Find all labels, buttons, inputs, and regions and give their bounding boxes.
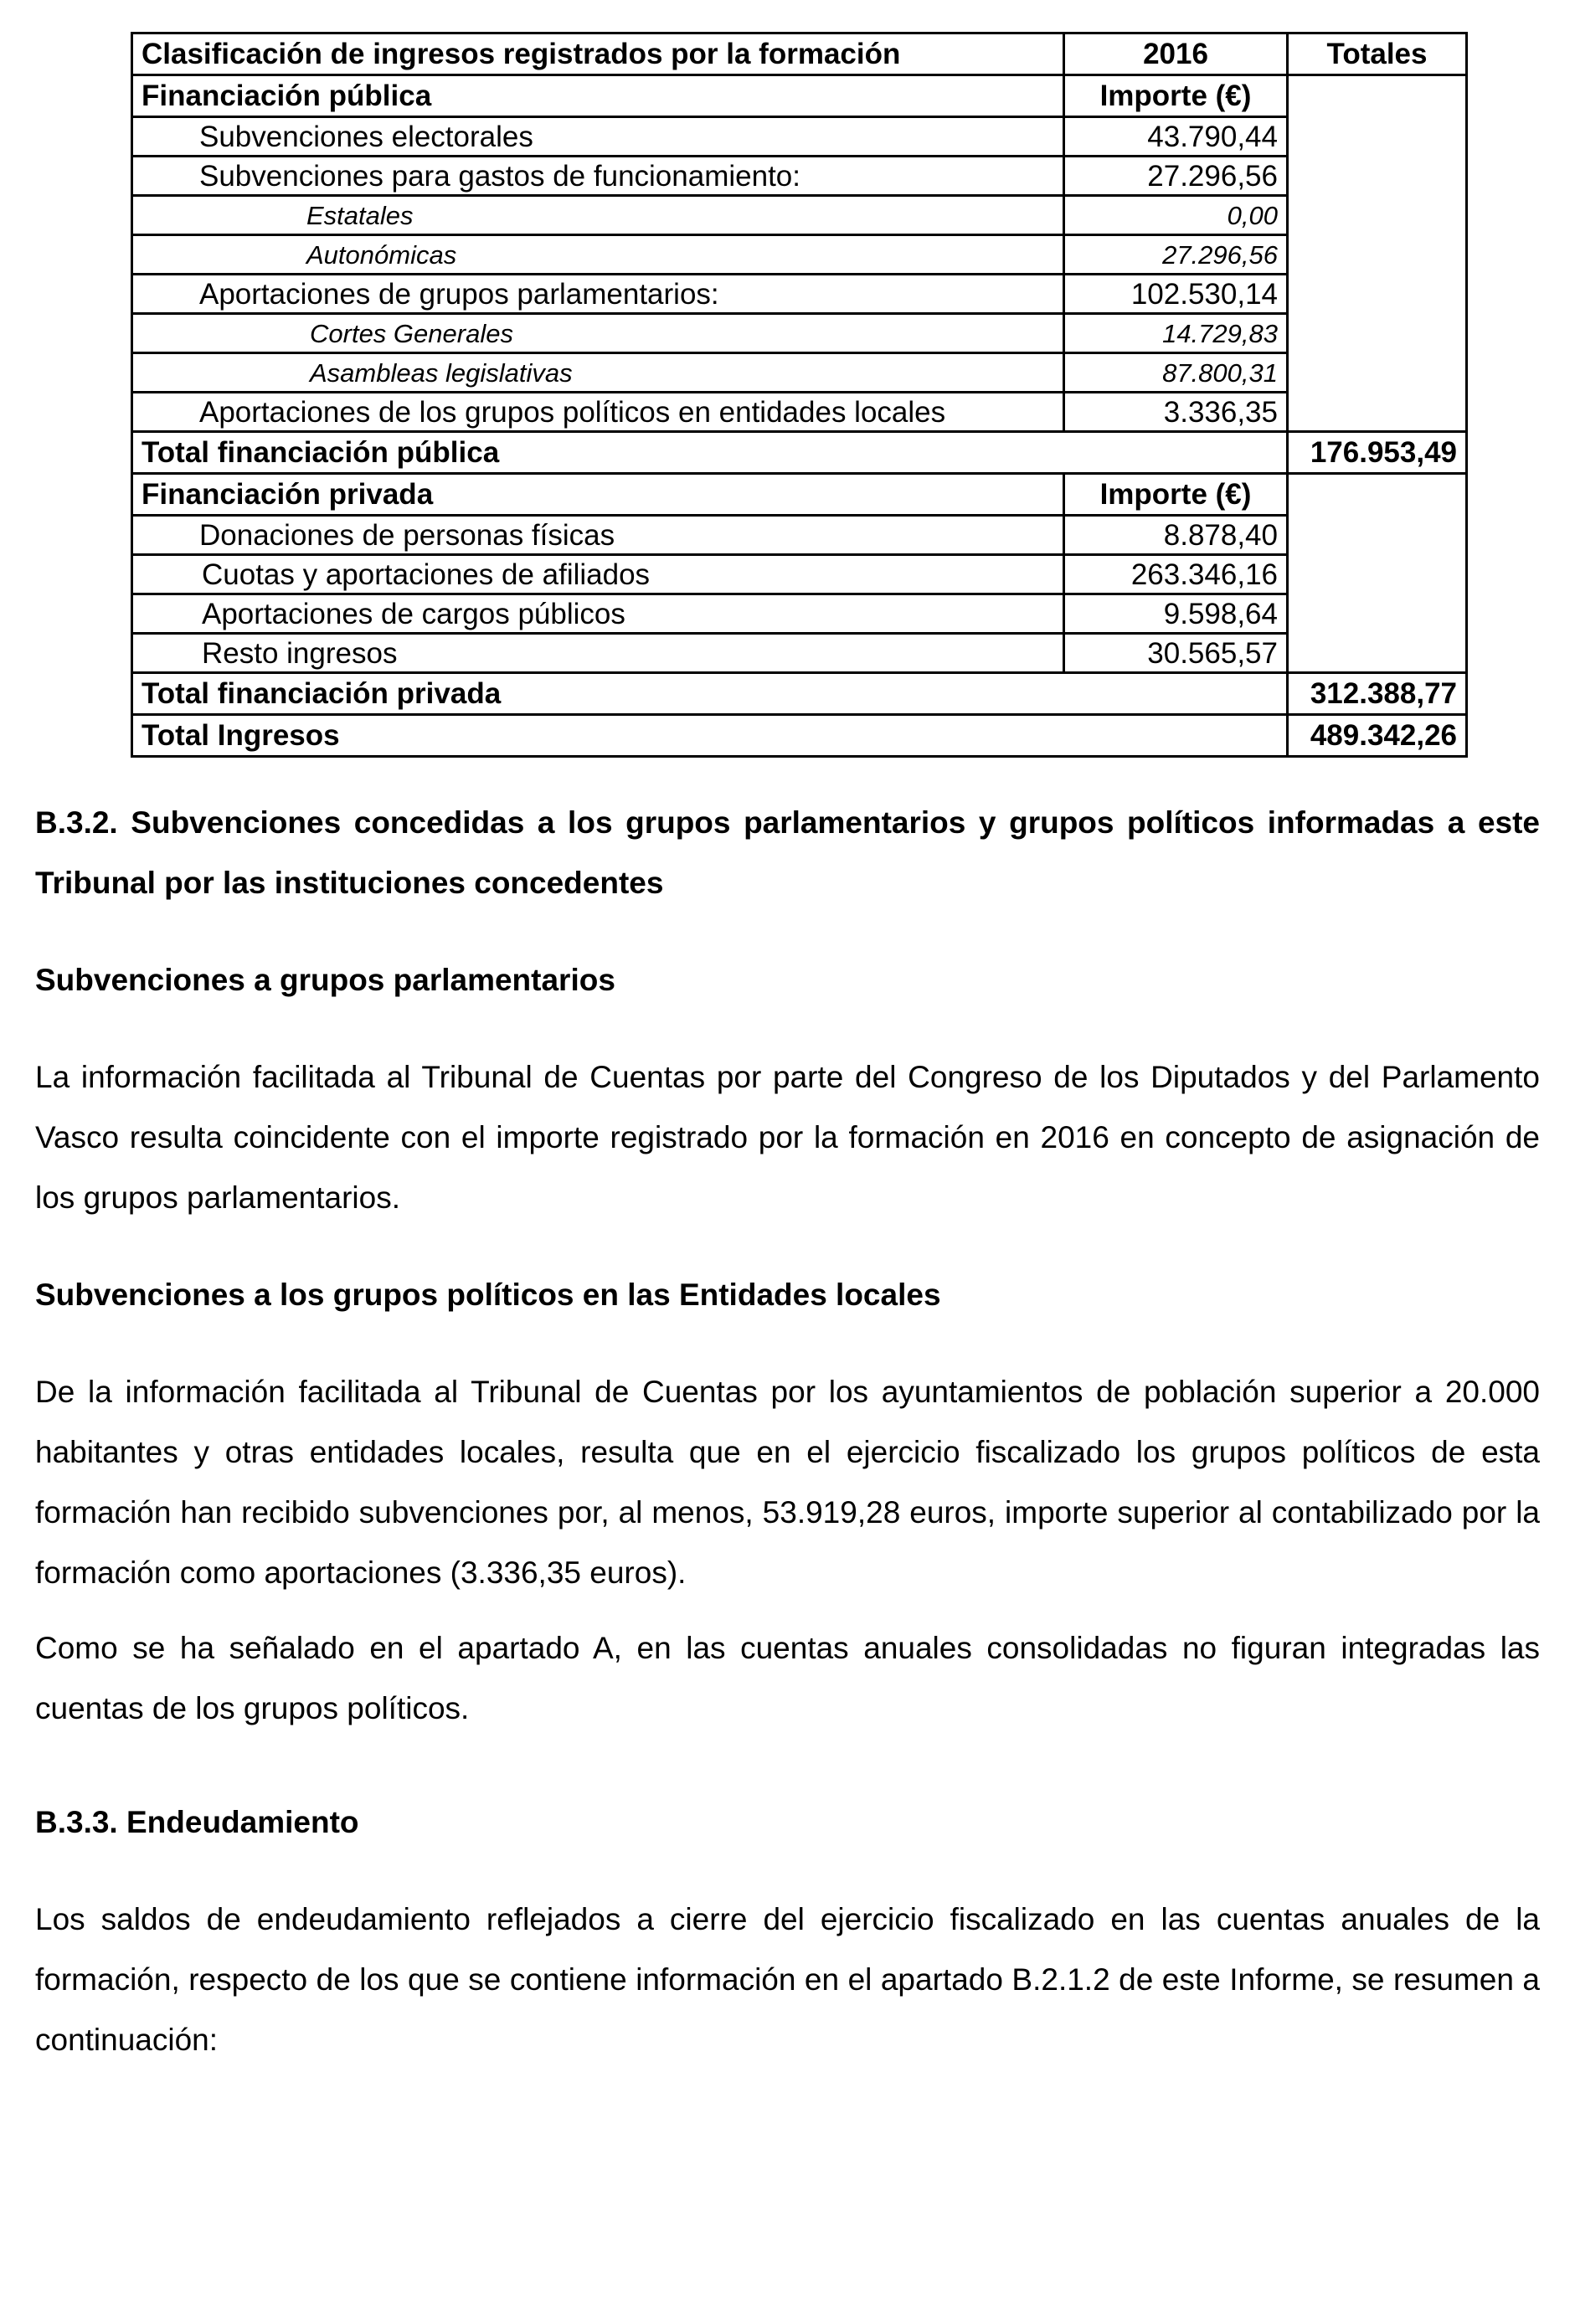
row-value: 27.296,56	[1064, 157, 1288, 196]
row-value: 3.336,35	[1064, 393, 1288, 432]
table-row	[132, 594, 1467, 634]
table-header-row	[132, 33, 1467, 75]
row-value: 8.878,40	[1064, 516, 1288, 555]
row-value: 30.565,57	[1064, 634, 1288, 673]
row-label: Resto ingresos	[132, 634, 1064, 673]
table-row	[132, 235, 1467, 275]
section-b333-heading: B.3.3. Endeudamiento	[35, 1805, 359, 1839]
grand-total-row	[132, 715, 1467, 757]
row-value: 0,00	[1064, 196, 1288, 235]
section-b333-text: Los saldos de endeudamiento reflejados a cierre del ejercicio fiscalizado en las cuentas anuales de la formación, respecto de los que se contiene información en el apartado B.2.1.2 de este Informe, se resumen a continuación:	[35, 1902, 1540, 2057]
subsection-parliamentary-text: La información facilitada al Tribunal de Cuentas por parte del Congreso de los Diputados y del Parlamento Vasco resulta coincidente con el importe registrado por la formación en 2016 en concepto de asignación de los grupos parlamentarios.	[35, 1060, 1540, 1215]
row-label: Donaciones de personas físicas	[132, 516, 1064, 555]
table-row	[132, 196, 1467, 235]
table-row	[132, 314, 1467, 353]
row-value: 102.530,14	[1064, 275, 1288, 314]
header-classification: Clasificación de ingresos registrados por la formación	[132, 33, 1064, 75]
public-total-value: 176.953,49	[1288, 432, 1467, 474]
private-total-row	[132, 673, 1467, 715]
table-row	[132, 555, 1467, 594]
subsection-parliamentary-heading: Subvenciones a grupos parlamentarios	[35, 963, 615, 997]
row-label: Subvenciones electorales	[132, 117, 1064, 157]
subsection-local-text-2: Como se ha señalado en el apartado A, en las cuentas anuales consolidadas no figuran integradas las cuentas de los grupos políticos.	[35, 1631, 1540, 1725]
private-amount-header: Importe (€)	[1064, 474, 1288, 516]
totals-spacer	[1288, 474, 1467, 673]
header-year: 2016	[1064, 33, 1288, 75]
document-page	[35, 32, 1540, 2070]
row-label: Aportaciones de grupos parlamentarios:	[132, 275, 1064, 314]
row-label: Aportaciones de cargos públicos	[132, 594, 1064, 634]
table-row	[132, 117, 1467, 157]
row-value: 27.296,56	[1064, 235, 1288, 275]
table-row	[132, 393, 1467, 432]
row-value: 9.598,64	[1064, 594, 1288, 634]
row-label: Aportaciones de los grupos políticos en entidades locales	[132, 393, 1064, 432]
subsection-local-heading: Subvenciones a los grupos políticos en las Entidades locales	[35, 1278, 941, 1312]
table-row	[132, 353, 1467, 393]
private-section-title: Financiación privada	[132, 474, 1064, 516]
public-section-row	[132, 75, 1467, 117]
row-value: 14.729,83	[1064, 314, 1288, 353]
income-classification-table	[131, 32, 1468, 758]
public-total-label: Total financiación pública	[132, 432, 1288, 474]
public-total-row	[132, 432, 1467, 474]
row-value: 263.346,16	[1064, 555, 1288, 594]
private-section-row	[132, 474, 1467, 516]
row-label: Estatales	[132, 196, 1064, 235]
table-row	[132, 275, 1467, 314]
grand-total-label: Total Ingresos	[132, 715, 1288, 757]
table-row	[132, 634, 1467, 673]
private-total-label: Total financiación privada	[132, 673, 1288, 715]
row-label: Asambleas legislativas	[132, 353, 1064, 393]
table-row	[132, 157, 1467, 196]
grand-total-value: 489.342,26	[1288, 715, 1467, 757]
public-section-title: Financiación pública	[132, 75, 1064, 117]
subsection-local-text-1: De la información facilitada al Tribunal de Cuentas por los ayuntamientos de población superior a 20.000 habitantes y otras entidades locales, resulta que en el ejercicio fiscalizado los grupos políticos de esta formación han recibido subvenciones por, al menos, 53.919,28 euros, importe superior al contabilizado por la formación como aportaciones (3.336,35 euros).	[35, 1375, 1540, 1590]
row-label: Subvenciones para gastos de funcionamiento:	[132, 157, 1064, 196]
table-row	[132, 516, 1467, 555]
totals-spacer	[1288, 75, 1467, 432]
public-amount-header: Importe (€)	[1064, 75, 1288, 117]
row-label: Autonómicas	[132, 235, 1064, 275]
row-value: 87.800,31	[1064, 353, 1288, 393]
row-label: Cortes Generales	[132, 314, 1064, 353]
row-label: Cuotas y aportaciones de afiliados	[132, 555, 1064, 594]
private-total-value: 312.388,77	[1288, 673, 1467, 715]
section-b332-heading: B.3.2. Subvenciones concedidas a los grupos parlamentarios y grupos políticos informadas a este Tribunal por las instituciones concedentes	[35, 805, 1540, 900]
header-totals: Totales	[1288, 33, 1467, 75]
row-value: 43.790,44	[1064, 117, 1288, 157]
